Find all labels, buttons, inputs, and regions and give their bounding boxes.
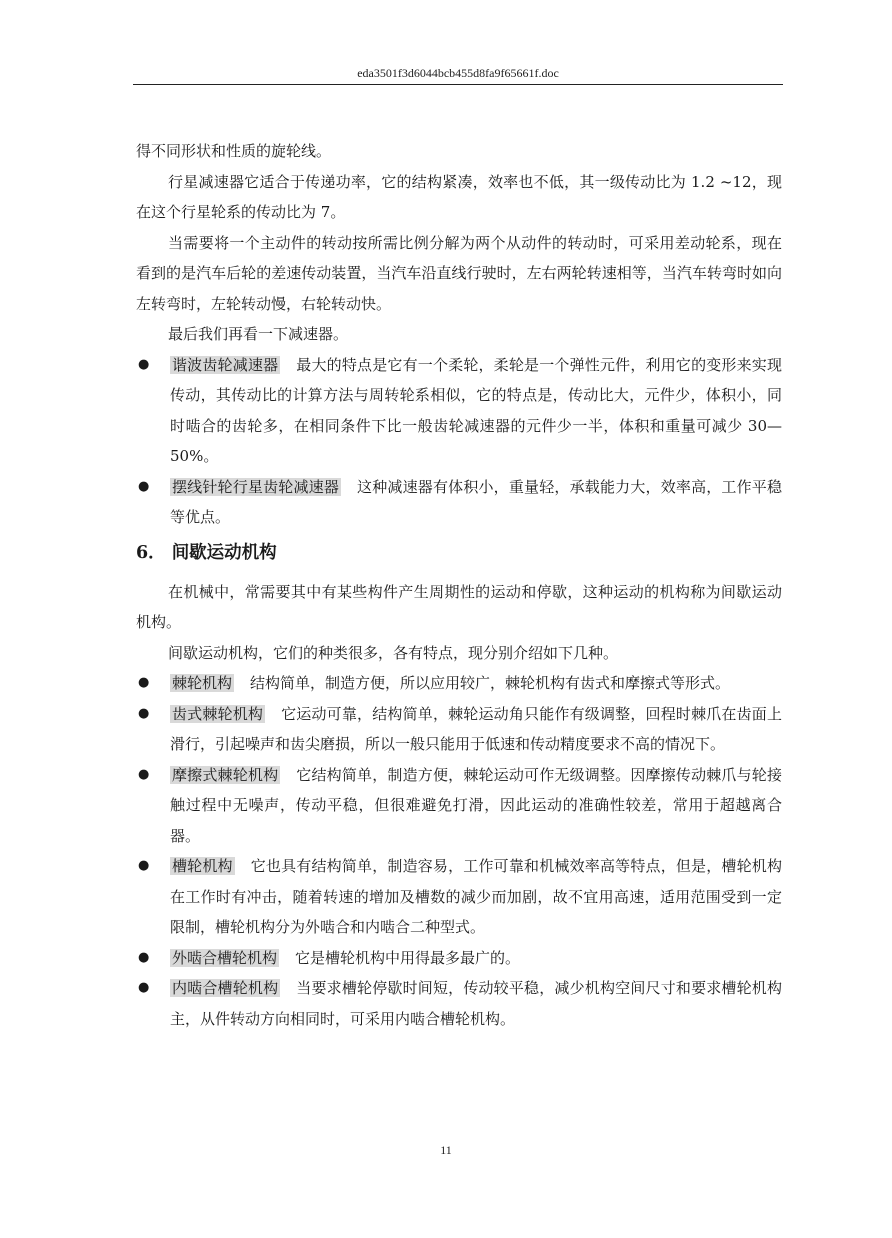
term-description: 这种减速器有体积小，重量轻，承载能力大，效率高，工作平稳等优点。 (170, 477, 782, 526)
section-title: 间歇运动机构 (171, 542, 277, 563)
term-highlight: 摩擦式棘轮机构 (172, 765, 279, 784)
section-heading (136, 535, 782, 571)
bullet-icon: ● (138, 705, 150, 721)
term-description: 最大的特点是它有一个柔轮，柔轮是一个弹性元件，利用它的变形来实现传动，其传动比的计算方法与周转轮系相似，它的特点是，传动比大，元件少，体积小，同时啮合的齿轮多，在相同条件下比一般齿轮减速器的元件少一半，体积和重量可减少 30—50%。 (170, 355, 782, 465)
paragraph-differential: 当需要将一个主动件的转动按所需比例分解为两个从动件的转动时，可采用差动轮系，现在看到的是汽车后轮的差速传动装置，当汽车沿直线行驶时，左右两轮转速相等，当汽车转弯时如向左转弯时，左轮转动慢，右轮转动快。 (136, 233, 782, 313)
section-number: 6． (136, 542, 166, 563)
page-header-filename: eda3501f3d6044bcb455d8fa9f65661f.doc (357, 66, 559, 80)
list-item-internal-geneva (136, 973, 782, 1034)
term-description: 它结构简单，制造方便，棘轮运动可作无级调整。因摩擦传动棘爪与轮接触过程中无噪声，传动平稳，但很难避免打滑，因此运动的准确性较差，常用于超越离合器。 (170, 765, 782, 845)
bullet-icon: ● (138, 858, 150, 873)
bullet-icon: ● (138, 675, 150, 690)
term-highlight: 内啮合槽轮机构 (172, 979, 279, 997)
list-item-cycloid-reducer (136, 472, 782, 533)
term-highlight: 摆线针轮行星齿轮减速器 (172, 477, 340, 496)
term-highlight: 棘轮机构 (172, 674, 233, 692)
list-item-friction-ratchet (136, 760, 782, 852)
list-item-harmonic-reducer (136, 350, 782, 472)
list-item-geneva (136, 851, 782, 943)
paragraph-continuation: 得不同形状和性质的旋轮线。 (136, 142, 332, 160)
term-description: 它也具有结构简单，制造容易，工作可靠和机械效率高等特点，但是，槽轮机构在工作时有冲击，随着转速的增加及槽数的减少而加剧，故不宜用高速，适用范围受到一定限制，槽轮机构分为外啮合和内啮合二种型式。 (170, 857, 782, 936)
paragraph-intermittent-definition: 在机械中，常需要其中有某些构件产生周期性的运动和停歇，这种运动的机构称为间歇运动机构。 (136, 582, 782, 631)
term-highlight: 外啮合槽轮机构 (172, 948, 278, 967)
bullet-icon: ● (138, 356, 150, 372)
term-highlight: 槽轮机构 (172, 857, 233, 875)
list-item-external-geneva (136, 943, 782, 974)
bullet-icon: ● (138, 478, 150, 494)
bullet-icon: ● (138, 949, 150, 965)
bullet-icon: ● (138, 766, 150, 782)
term-highlight: 谐波齿轮减速器 (172, 355, 279, 374)
list-item-tooth-ratchet (136, 699, 782, 760)
term-highlight: 齿式棘轮机构 (172, 704, 264, 723)
term-description: 它运动可靠，结构简单，棘轮运动角只能作有级调整，回程时棘爪在齿面上滑行，引起噪声和齿尖磨损，所以一般只能用于低速和传动精度要求不高的情况下。 (170, 704, 782, 753)
term-description: 它是槽轮机构中用得最多最广的。 (295, 948, 521, 967)
term-description: 结构简单，制造方便，所以应用较广，棘轮机构有齿式和摩擦式等形式。 (250, 674, 731, 692)
bullet-icon: ● (138, 980, 150, 995)
paragraph-intermittent-types: 间歇运动机构，它们的种类很多，各有特点，现分别介绍如下几种。 (168, 643, 619, 662)
paragraph-reducer-intro: 最后我们再看一下减速器。 (168, 325, 349, 343)
paragraph-planetary-reducer: 行星减速器它适合于传递功率，它的结构紧凑，效率也不低，其一级传动比为 1.2 ~12，现在这个行星轮系的传动比为 7。 (136, 172, 782, 221)
list-item-ratchet (136, 668, 782, 699)
document-body (136, 136, 782, 1034)
header-divider (133, 84, 783, 85)
term-description: 当要求槽轮停歇时间短，传动较平稳，减少机构空间尺寸和要求槽轮机构主，从件转动方向相同时，可采用内啮合槽轮机构。 (170, 979, 782, 1028)
page-number: 11 (440, 1143, 452, 1157)
